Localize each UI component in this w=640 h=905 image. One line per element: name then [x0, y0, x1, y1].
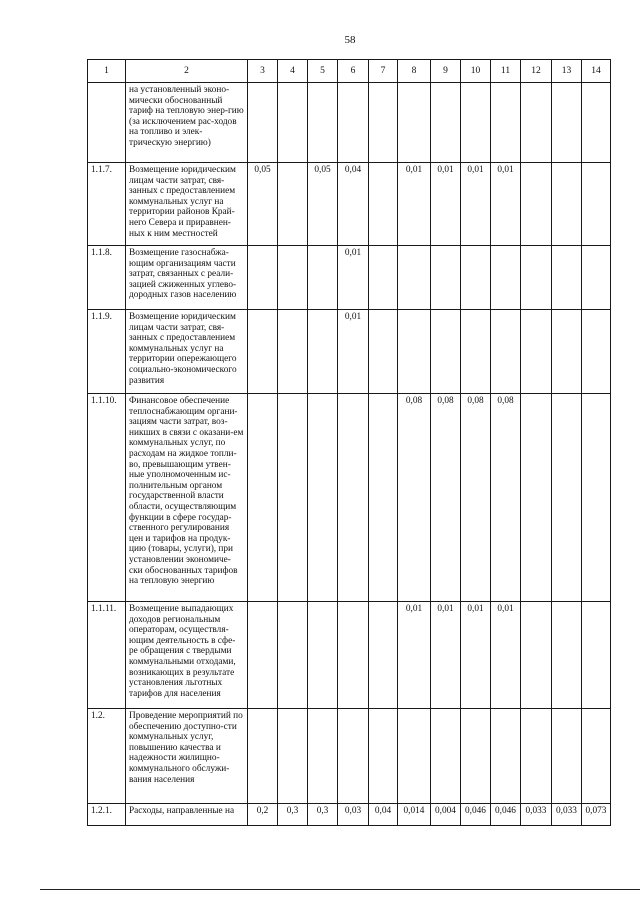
value-cell: 0,08 — [431, 394, 461, 602]
row-description: Расходы, направленные на — [126, 804, 248, 826]
value-cell: 0,08 — [398, 394, 431, 602]
value-cell — [369, 163, 398, 246]
value-cell: 0,01 — [491, 163, 521, 246]
table-row — [88, 394, 611, 602]
header-cell: 1 — [88, 60, 126, 83]
value-cell — [308, 83, 338, 163]
header-cell: 4 — [278, 60, 308, 83]
value-cell — [552, 394, 582, 602]
value-cell: 0,046 — [461, 804, 491, 826]
value-cell: 0,3 — [308, 804, 338, 826]
value-cell — [248, 709, 278, 804]
value-cell — [521, 246, 552, 310]
header-cell: 6 — [338, 60, 369, 83]
value-cell: 0,04 — [369, 804, 398, 826]
header-row — [88, 60, 611, 83]
value-cell — [369, 709, 398, 804]
value-cell: 0,2 — [248, 804, 278, 826]
row-description: Возмещение юридическим лицам части затрат, свя-занных с предоставлением коммунальных услуг на территории опережающего социально-экономического развития — [126, 310, 248, 394]
header-cell: 5 — [308, 60, 338, 83]
header-cell: 10 — [461, 60, 491, 83]
row-code: 1.1.7. — [88, 163, 126, 246]
value-cell: 0,01 — [491, 602, 521, 709]
row-description: Возмещение выпадающих доходов региональным операторам, осуществля-ющим деятельность в сфе-ре обращения с твердыми коммунальными отходами, возникающих в результате установления льготных тарифов для населения — [126, 602, 248, 709]
value-cell — [278, 394, 308, 602]
value-cell — [582, 602, 611, 709]
header-cell: 3 — [248, 60, 278, 83]
value-cell — [491, 709, 521, 804]
value-cell — [552, 602, 582, 709]
value-cell — [338, 83, 369, 163]
value-cell: 0,05 — [308, 163, 338, 246]
value-cell — [552, 709, 582, 804]
row-description: на установленный эконо-мически обоснованный тариф на тепловую энер-гию (за исключением рас-ходов на топливо и элек-трическую энергию) — [126, 83, 248, 163]
row-code — [88, 83, 126, 163]
value-cell: 0,03 — [338, 804, 369, 826]
row-code: 1.1.11. — [88, 602, 126, 709]
row-description: Возмещение юридическим лицам части затрат, свя-занных с предоставлением коммунальных услуг на территории районов Край-него Севера и приравнен-ных к ним местностей — [126, 163, 248, 246]
header-cell: 14 — [582, 60, 611, 83]
bottom-rule — [40, 889, 640, 890]
row-code: 1.1.10. — [88, 394, 126, 602]
table-row — [88, 804, 611, 826]
value-cell — [521, 709, 552, 804]
value-cell — [369, 310, 398, 394]
value-cell — [338, 602, 369, 709]
value-cell — [552, 83, 582, 163]
value-cell — [461, 709, 491, 804]
value-cell: 0,004 — [431, 804, 461, 826]
header-cell: 11 — [491, 60, 521, 83]
value-cell — [521, 163, 552, 246]
value-cell — [521, 310, 552, 394]
value-cell — [308, 310, 338, 394]
value-cell — [431, 310, 461, 394]
value-cell — [461, 83, 491, 163]
value-cell — [491, 83, 521, 163]
value-cell — [552, 310, 582, 394]
row-description: Возмещение газоснабжа-ющим организациям части затрат, связанных с реали-зацией сжиженных углево-дородных газов населению — [126, 246, 248, 310]
value-cell — [308, 602, 338, 709]
header-cell: 8 — [398, 60, 431, 83]
value-cell — [552, 246, 582, 310]
value-cell — [582, 310, 611, 394]
value-cell: 0,01 — [461, 163, 491, 246]
value-cell — [278, 602, 308, 709]
value-cell — [248, 602, 278, 709]
row-code: 1.1.8. — [88, 246, 126, 310]
value-cell — [552, 163, 582, 246]
value-cell — [398, 709, 431, 804]
value-cell: 0,01 — [431, 163, 461, 246]
value-cell — [338, 709, 369, 804]
value-cell — [461, 246, 491, 310]
value-cell: 0,05 — [248, 163, 278, 246]
value-cell — [278, 246, 308, 310]
table-row — [88, 83, 611, 163]
value-cell — [521, 83, 552, 163]
value-cell — [248, 246, 278, 310]
table-row — [88, 246, 611, 310]
value-cell: 0,033 — [521, 804, 552, 826]
table-row — [88, 310, 611, 394]
value-cell — [308, 394, 338, 602]
value-cell — [278, 310, 308, 394]
value-cell — [398, 310, 431, 394]
table-row — [88, 163, 611, 246]
table-row — [88, 602, 611, 709]
row-code: 1.2. — [88, 709, 126, 804]
value-cell: 0,01 — [398, 602, 431, 709]
value-cell: 0,014 — [398, 804, 431, 826]
value-cell — [431, 709, 461, 804]
value-cell: 0,033 — [552, 804, 582, 826]
header-cell: 7 — [369, 60, 398, 83]
value-cell — [521, 394, 552, 602]
header-cell: 2 — [126, 60, 248, 83]
value-cell — [369, 246, 398, 310]
value-cell — [431, 83, 461, 163]
value-cell — [369, 83, 398, 163]
value-cell — [369, 602, 398, 709]
value-cell — [369, 394, 398, 602]
value-cell — [582, 163, 611, 246]
value-cell — [308, 709, 338, 804]
value-cell — [491, 246, 521, 310]
value-cell — [521, 602, 552, 709]
table-row — [88, 709, 611, 804]
value-cell: 0,3 — [278, 804, 308, 826]
value-cell: 0,01 — [398, 163, 431, 246]
value-cell — [278, 83, 308, 163]
value-cell — [398, 83, 431, 163]
value-cell — [308, 246, 338, 310]
budget-table — [87, 59, 611, 826]
header-cell: 9 — [431, 60, 461, 83]
value-cell: 0,04 — [338, 163, 369, 246]
value-cell — [248, 83, 278, 163]
value-cell — [431, 246, 461, 310]
page-number: 58 — [344, 34, 356, 46]
value-cell — [491, 310, 521, 394]
row-description: Финансовое обеспечение теплоснабжающим органи-зациям части затрат, воз-никших в связи с оказани-ем коммунальных услуг, по расходам на жидкое топли-во, превышающим утвен-ные уполномоченным ис-полнительным органом государственной власти области, осуществляющим функции в сфере государ-ственного регулирования цен и тарифов на продук-цию (товары, услуги), при установлении экономиче-ски обоснованных тарифов на тепловую энергию — [126, 394, 248, 602]
value-cell — [338, 394, 369, 602]
value-cell — [461, 310, 491, 394]
value-cell — [582, 709, 611, 804]
value-cell: 0,08 — [461, 394, 491, 602]
value-cell: 0,01 — [338, 310, 369, 394]
value-cell: 0,046 — [491, 804, 521, 826]
value-cell — [398, 246, 431, 310]
value-cell: 0,01 — [431, 602, 461, 709]
row-code: 1.2.1. — [88, 804, 126, 826]
value-cell: 0,073 — [582, 804, 611, 826]
header-cell: 12 — [521, 60, 552, 83]
value-cell — [582, 83, 611, 163]
value-cell — [582, 246, 611, 310]
value-cell — [248, 310, 278, 394]
value-cell — [278, 163, 308, 246]
row-description: Проведение мероприятий по обеспечению доступно-сти коммунальных услуг, повышению качества и надежности жилищно-коммунального обслужи-вания населения — [126, 709, 248, 804]
value-cell — [582, 394, 611, 602]
value-cell: 0,01 — [338, 246, 369, 310]
value-cell — [248, 394, 278, 602]
row-code: 1.1.9. — [88, 310, 126, 394]
value-cell: 0,08 — [491, 394, 521, 602]
header-cell: 13 — [552, 60, 582, 83]
value-cell — [278, 709, 308, 804]
value-cell: 0,01 — [461, 602, 491, 709]
